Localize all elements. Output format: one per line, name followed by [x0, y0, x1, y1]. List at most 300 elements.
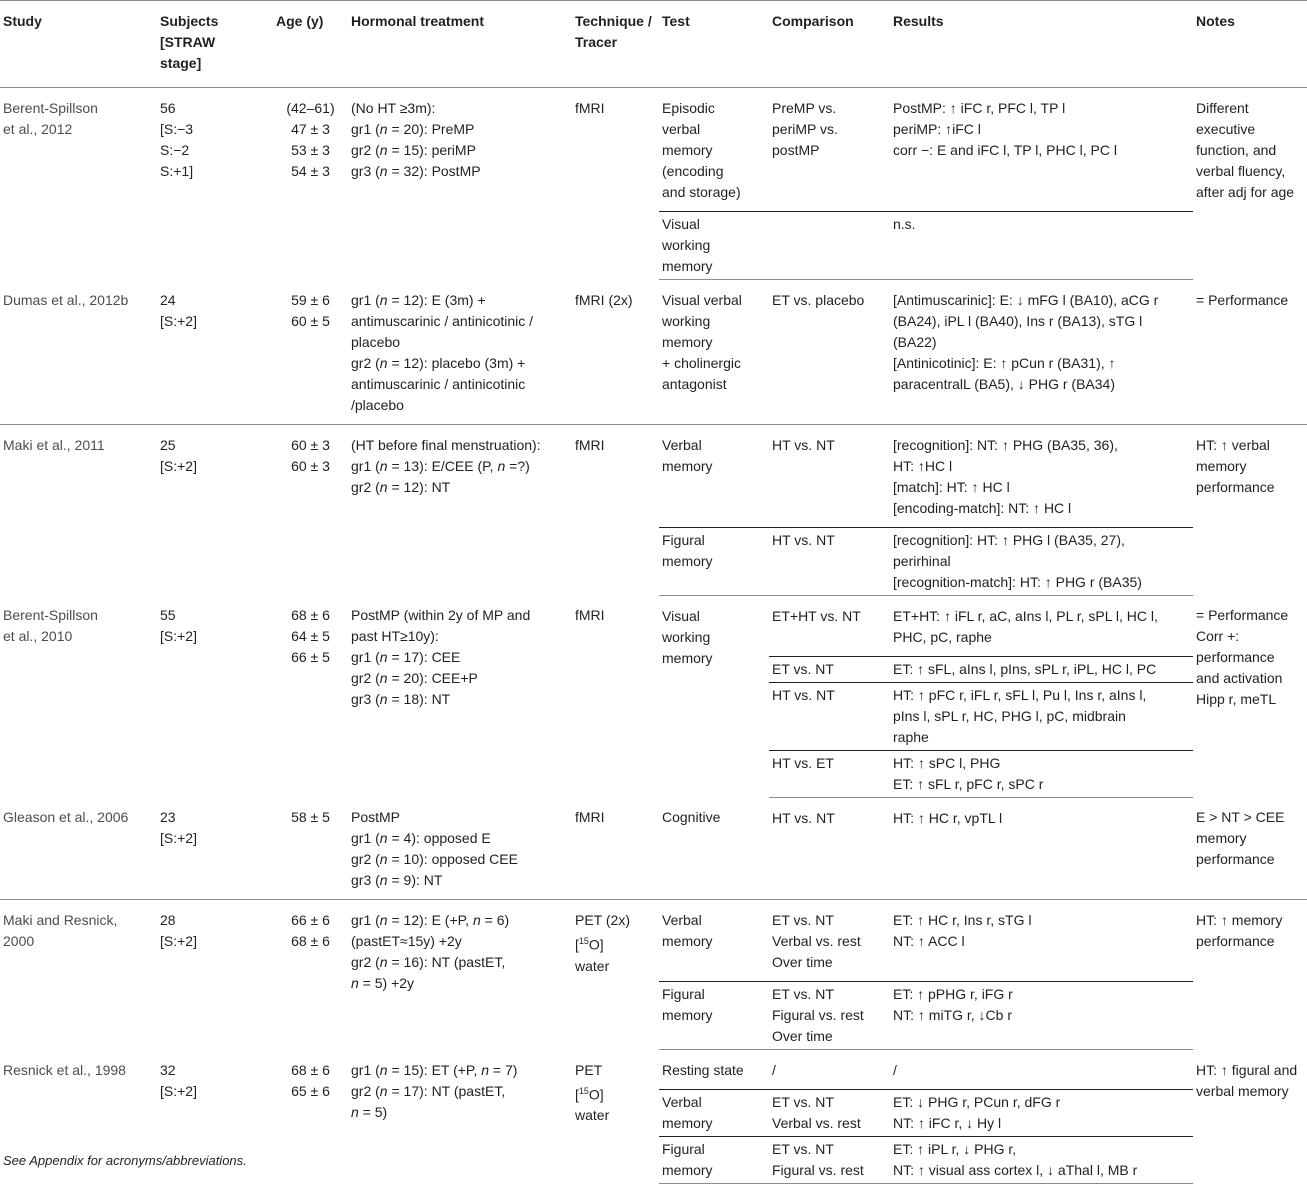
treatment-line: n = 5) +2y [351, 975, 415, 991]
cell-subjects [157, 900, 273, 1050]
results [893, 606, 1190, 648]
cell-comparison [769, 797, 890, 900]
cell-age [273, 280, 348, 425]
table-row [0, 900, 1307, 982]
technique-line: water [575, 957, 610, 974]
comparison-line: Over time [772, 954, 833, 970]
header-technique: Technique / Tracer [572, 1, 659, 88]
treatment-line: gr2 (n = 12): placebo (3m) + [351, 354, 526, 371]
cell-technique [572, 88, 659, 280]
results-line: HT: ↑ sPC l, PHG [893, 754, 1001, 771]
notes [1196, 1060, 1304, 1102]
study-name-line: Maki and Resnick, [3, 912, 118, 928]
cell-test [659, 1137, 769, 1184]
treatment-line: (HT before final menstruation): [351, 436, 541, 453]
comparison [772, 685, 887, 706]
cell-treatment [348, 595, 572, 797]
cell-treatment [348, 797, 572, 900]
cell-notes [1193, 1050, 1307, 1184]
cell-results [890, 280, 1193, 425]
test-line: memory [662, 258, 713, 274]
results-line: PHC, pC, raphe [893, 628, 992, 645]
cell-treatment [348, 424, 572, 595]
subjects [160, 1060, 270, 1102]
test-line: Verbal [662, 436, 702, 453]
notes [1196, 807, 1304, 870]
treatment-line: gr1 (n = 20): PreMP [351, 121, 475, 137]
age-line: 53 ± 3 [291, 142, 330, 158]
technique [575, 1060, 656, 1127]
age [276, 98, 345, 182]
notes-line: HT: ↑ verbal [1196, 436, 1270, 453]
cell-test [659, 797, 769, 900]
comparison-line: ET vs. placebo [772, 292, 865, 308]
comparison-line: ET+HT vs. NT [772, 607, 861, 624]
notes [1196, 910, 1304, 952]
cell-comparison [769, 1137, 890, 1184]
cell-subjects [157, 424, 273, 595]
cell-test [659, 212, 769, 280]
test-line: and storage) [662, 184, 741, 200]
comparison-line: HT vs. ET [772, 754, 834, 771]
results-line: [recognition]: NT: ↑ PHG (BA35, 36), [893, 436, 1118, 453]
comparison [772, 290, 887, 311]
subjects-line: 23 [160, 809, 176, 825]
results-line: pIns l, sPL r, HC, PHG l, pC, midbrain [893, 707, 1126, 724]
treatment-line: gr1 (n = 15): ET (+P, n = 7) [351, 1061, 518, 1078]
subjects [160, 435, 270, 477]
subjects-line: 28 [160, 912, 176, 928]
comparison-line: Verbal vs. rest [772, 933, 861, 949]
test-line: antagonist [662, 376, 727, 392]
results-line: perirhinal [893, 552, 951, 569]
comparison [772, 984, 887, 1047]
study-name-line: Berent-Spillson [3, 607, 98, 623]
test-line: Figural [662, 1141, 705, 1157]
results-line: periMP: ↑iFC l [893, 121, 981, 137]
comparison-line: / [772, 1062, 776, 1078]
age [276, 435, 345, 477]
test-line: memory [662, 933, 713, 949]
treatment-line: gr3 (n = 18): NT [351, 691, 451, 707]
test-line: memory [662, 457, 713, 474]
treatment-line: gr2 (n = 12): NT [351, 478, 451, 495]
technique-line: fMRI [575, 607, 605, 623]
footnote: See Appendix for acronyms/abbreviations. [3, 1153, 247, 1168]
comparison [772, 435, 887, 456]
cell-test [659, 595, 769, 797]
treatment [351, 98, 569, 182]
results [893, 1092, 1190, 1134]
age-line: (42–61) [286, 100, 335, 116]
test-line: memory [662, 1162, 713, 1178]
notes-line: performance [1196, 933, 1275, 949]
treatment-line: gr2 (n = 10): opposed CEE [351, 851, 518, 867]
cell-technique [572, 595, 659, 797]
results [893, 1060, 1190, 1081]
technique [575, 98, 656, 119]
treatment-line: (pastET≈15y) +2y [351, 933, 462, 949]
test-line: Verbal [662, 912, 702, 928]
age-line: 66 ± 5 [291, 649, 330, 665]
treatment-line: gr2 (n = 15): periMP [351, 142, 476, 158]
age-line: 68 ± 6 [291, 607, 330, 623]
subjects [160, 98, 270, 182]
treatment [351, 807, 569, 891]
test-line: Visual verbal [662, 292, 742, 308]
cell-subjects [157, 88, 273, 280]
header-subjects: Subjects [STRAW stage] [157, 1, 273, 88]
test-line: Verbal [662, 1094, 702, 1110]
notes-line: = Performance [1196, 607, 1289, 623]
test-line: memory [662, 552, 713, 569]
cell-results [890, 900, 1193, 982]
test-line: + cholinergic [662, 355, 741, 371]
cell-age [273, 88, 348, 280]
treatment-line: placebo [351, 333, 401, 350]
table-row [0, 595, 1307, 656]
subjects [160, 605, 270, 647]
treatment-line: gr3 (n = 9): NT [351, 872, 443, 888]
subjects-line: [S:+2] [160, 628, 197, 644]
cell-notes [1193, 280, 1307, 425]
test [662, 214, 766, 277]
subjects-line: [S:+2] [160, 830, 197, 846]
cell-comparison [769, 656, 890, 682]
technique-line: fMRI [575, 436, 605, 453]
treatment-line: PostMP (within 2y of MP and [351, 607, 531, 623]
comparison [772, 659, 887, 680]
cell-comparison [769, 88, 890, 212]
cell-results [890, 88, 1193, 212]
treatment-line: gr1 (n = 17): CEE [351, 649, 461, 665]
age-line: 64 ± 5 [291, 628, 330, 644]
cell-comparison [769, 900, 890, 982]
study-name [3, 605, 154, 647]
cell-technique [572, 1050, 659, 1184]
comparison-line: HT vs. NT [772, 686, 835, 703]
results-line: NT: ↑ ACC l [893, 933, 965, 949]
treatment-line: gr1 (n = 13): E/CEE (P, n =?) [351, 457, 530, 474]
comparison-line: PreMP vs. [772, 100, 837, 116]
cell-test [659, 88, 769, 212]
study-name [3, 910, 154, 952]
technique-line: PET [575, 1061, 603, 1078]
notes-line: memory [1196, 457, 1247, 474]
notes-line: HT: ↑ memory [1196, 912, 1283, 928]
header-comparison: Comparison [769, 1, 890, 88]
comparison [772, 753, 887, 774]
results-line: [encoding-match]: NT: ↑ HC l [893, 499, 1072, 516]
study-name [3, 1060, 154, 1081]
header-results: Results [890, 1, 1193, 88]
subjects-line: 25 [160, 436, 176, 453]
results [893, 435, 1190, 519]
table-row [0, 88, 1307, 212]
results-line: ET: ↑ HC r, Ins r, sTG l [893, 912, 1032, 928]
cell-study [0, 797, 157, 900]
results-line: NT: ↑ iFC r, ↓ Hy l [893, 1115, 1002, 1131]
treatment-line: gr1 (n = 4): opposed E [351, 830, 491, 846]
treatment-line: /placebo [351, 396, 404, 413]
results-line: [match]: HT: ↑ HC l [893, 478, 1010, 495]
treatment-line: PostMP [351, 809, 401, 825]
treatment-line: antimuscarinic / antinicotinic / [351, 312, 534, 329]
notes-line: Different [1196, 100, 1249, 116]
cell-notes [1193, 424, 1307, 595]
test [662, 1139, 766, 1181]
results-line: ET: ↑ iPL r, ↓ PHG r, [893, 1141, 1017, 1157]
results-line: HT: ↑HC l [893, 457, 953, 474]
comparison [772, 530, 887, 551]
test-line: memory [662, 142, 713, 158]
cell-notes [1193, 797, 1307, 900]
cell-results [890, 797, 1193, 900]
cell-comparison [769, 682, 890, 750]
cell-technique [572, 797, 659, 900]
header-notes: Notes [1193, 1, 1307, 88]
notes-line: after adj for age [1196, 184, 1295, 200]
cell-results [890, 1050, 1193, 1090]
cell-comparison [769, 1050, 890, 1090]
technique [575, 807, 656, 828]
cell-notes [1193, 900, 1307, 1050]
cell-results [890, 682, 1193, 750]
subjects-line: [S:+2] [160, 312, 197, 329]
test [662, 98, 766, 203]
study-name [3, 98, 154, 140]
age-line: 60 ± 5 [291, 312, 330, 329]
results-line: [Antimuscarinic]: E: ↓ mFG l (BA10), aCG r [893, 292, 1159, 308]
cell-age [273, 1050, 348, 1184]
results [893, 984, 1190, 1026]
comparison-line: HT vs. NT [772, 436, 835, 453]
test-line: working [662, 313, 711, 329]
results-line: (BA24), iPL l (BA40), Ins r (BA13), sTG l [893, 313, 1143, 329]
age-line: 68 ± 6 [291, 933, 330, 949]
test-line: Visual [662, 607, 700, 624]
header-row [0, 1, 1307, 88]
notes-line: verbal fluency, [1196, 163, 1286, 179]
treatment-line: gr1 (n = 12): E (3m) + [351, 291, 486, 308]
cell-treatment [348, 1050, 572, 1184]
notes-line: performance [1196, 851, 1275, 867]
study-name-line: Gleason et al., 2006 [3, 809, 129, 825]
treatment [351, 1060, 569, 1123]
cell-study [0, 595, 157, 797]
comparison [772, 910, 887, 973]
technique [575, 910, 656, 977]
study-name [3, 807, 154, 828]
test-line: memory [662, 1007, 713, 1023]
subjects-line: 32 [160, 1061, 176, 1078]
treatment [351, 910, 569, 994]
age-line: 60 ± 3 [291, 436, 330, 453]
technique-line: fMRI [575, 809, 605, 825]
comparison-line: ET vs. NT [772, 1094, 834, 1110]
cell-notes [1193, 595, 1307, 797]
comparison [772, 1139, 887, 1181]
results-line: NT: ↑ visual ass cortex l, ↓ aThal l, MB r [893, 1162, 1138, 1178]
test-line: Figural [662, 531, 705, 548]
table-body [0, 88, 1307, 1184]
cell-test [659, 1090, 769, 1137]
results-line: ET: ↑ sFL r, pFC r, sPC r [893, 775, 1044, 792]
study-name-line: Maki et al., 2011 [3, 436, 105, 453]
results-line: n.s. [893, 216, 916, 232]
comparison-line: ET vs. NT [772, 986, 834, 1002]
cell-comparison [769, 212, 890, 280]
test-line: Figural [662, 986, 705, 1002]
subjects-line: [S:+2] [160, 933, 197, 949]
treatment-line: past HT≥10y): [351, 628, 439, 644]
study-name [3, 435, 154, 456]
results-line: (BA22) [893, 334, 937, 350]
test [662, 530, 766, 572]
results [893, 659, 1190, 680]
cell-results [890, 212, 1193, 280]
test-line: memory [662, 334, 713, 350]
test [662, 606, 766, 669]
results-line: paracentralL (BA5), ↓ PHG r (BA34) [893, 376, 1116, 392]
test-line: working [662, 628, 711, 645]
results-line: [recognition]: HT: ↑ PHG l (BA35, 27), [893, 531, 1125, 548]
comparison-line: ET vs. NT [772, 660, 834, 677]
cell-comparison [769, 424, 890, 527]
treatment [351, 605, 569, 710]
test [662, 910, 766, 952]
subjects-line: [S:+2] [160, 1082, 197, 1099]
test-line: Cognitive [662, 809, 721, 825]
cell-results [890, 424, 1193, 527]
results [893, 1139, 1190, 1181]
cell-comparison [769, 280, 890, 425]
comparison [772, 1060, 887, 1081]
age-line: 65 ± 6 [291, 1082, 330, 1099]
comparison [772, 808, 887, 829]
comparison-line: periMP vs. [772, 121, 838, 137]
results-line: ET: ↑ pPHG r, iFG r [893, 986, 1013, 1002]
notes-line: HT: ↑ figural and [1196, 1061, 1298, 1078]
subjects-line: 24 [160, 291, 176, 308]
test-line: memory [662, 649, 713, 666]
notes-line: = Performance [1196, 291, 1289, 308]
table-row [0, 1050, 1307, 1090]
cell-technique [572, 900, 659, 1050]
subjects-line: [S:−3 [160, 121, 194, 137]
technique [575, 605, 656, 626]
test-line: Visual [662, 216, 700, 232]
notes [1196, 290, 1304, 311]
results-line: ET: ↑ sFL, aIns l, pIns, sPL r, iPL, HC l, PC [893, 660, 1157, 677]
cell-results [890, 595, 1193, 656]
results-line: / [893, 1062, 897, 1078]
test-line: (encoding [662, 163, 724, 179]
subjects-line: 55 [160, 607, 176, 623]
subjects-line: S:−2 [160, 142, 190, 158]
table-row [0, 797, 1307, 900]
subjects-line: [S:+2] [160, 457, 197, 474]
cell-treatment [348, 88, 572, 280]
subjects [160, 290, 270, 332]
subjects [160, 910, 270, 952]
results [893, 910, 1190, 952]
table-row [0, 424, 1307, 527]
notes [1196, 605, 1304, 710]
cell-comparison [769, 750, 890, 797]
results-line: ET: ↓ PHG r, PCun r, dFG r [893, 1094, 1061, 1110]
cell-subjects [157, 797, 273, 900]
cell-test [659, 900, 769, 982]
age-line: 58 ± 5 [291, 809, 330, 825]
notes-line: performance [1196, 649, 1275, 665]
technique [575, 290, 656, 311]
test [662, 807, 766, 828]
comparison-line: Verbal vs. rest [772, 1115, 861, 1131]
notes-line: E > NT > CEE [1196, 809, 1285, 825]
results-line: HT: ↑ HC r, vpTL l [893, 809, 1003, 826]
study-name-line: Dumas et al., 2012b [3, 291, 129, 308]
header-study: Study [0, 1, 157, 88]
cell-subjects [157, 280, 273, 425]
subjects-line: 56 [160, 100, 176, 116]
cell-age [273, 424, 348, 595]
comparison-line: HT vs. NT [772, 531, 835, 548]
results-line: [Antinicotinic]: E: ↑ pCun r (BA31), ↑ [893, 355, 1116, 371]
cell-treatment [348, 900, 572, 1050]
results [893, 530, 1190, 593]
study-name-line: Berent-Spillson [3, 100, 98, 116]
notes-line: verbal memory [1196, 1082, 1289, 1099]
test-line: Episodic [662, 100, 715, 116]
cell-age [273, 595, 348, 797]
cell-study [0, 88, 157, 280]
cell-results [890, 982, 1193, 1050]
cell-results [890, 1137, 1193, 1184]
results-line: NT: ↑ miTG r, ↓Cb r [893, 1007, 1012, 1023]
results [893, 98, 1190, 161]
cell-subjects [157, 595, 273, 797]
technique [575, 435, 656, 456]
cell-technique [572, 280, 659, 425]
notes [1196, 435, 1304, 498]
age-line: 66 ± 6 [291, 912, 330, 928]
age [276, 807, 345, 828]
notes-line: performance [1196, 478, 1275, 495]
treatment-line: gr1 (n = 12): E (+P, n = 6) [351, 912, 510, 928]
notes [1196, 98, 1304, 203]
age-line: 59 ± 6 [291, 291, 330, 308]
notes-line: function, and [1196, 142, 1277, 158]
results [893, 808, 1190, 829]
results-line: raphe [893, 728, 929, 745]
test [662, 1092, 766, 1134]
treatment-line: gr2 (n = 20): CEE+P [351, 670, 478, 686]
test-line: Resting state [662, 1062, 744, 1078]
age-line: 47 ± 3 [291, 121, 330, 137]
results-line: HT: ↑ pFC r, iFL r, sFL l, Pu l, Ins r, aIns l, [893, 686, 1147, 703]
cell-age [273, 900, 348, 1050]
cell-comparison [769, 1090, 890, 1137]
study-name-line: et al., 2012 [3, 121, 73, 137]
age-line: 60 ± 3 [291, 457, 330, 474]
treatment-line: gr2 (n = 16): NT (pastET, [351, 954, 506, 970]
cell-results [890, 656, 1193, 682]
comparison-line: postMP [772, 142, 820, 158]
cell-test [659, 1050, 769, 1090]
cell-test [659, 280, 769, 425]
results [893, 214, 1190, 235]
